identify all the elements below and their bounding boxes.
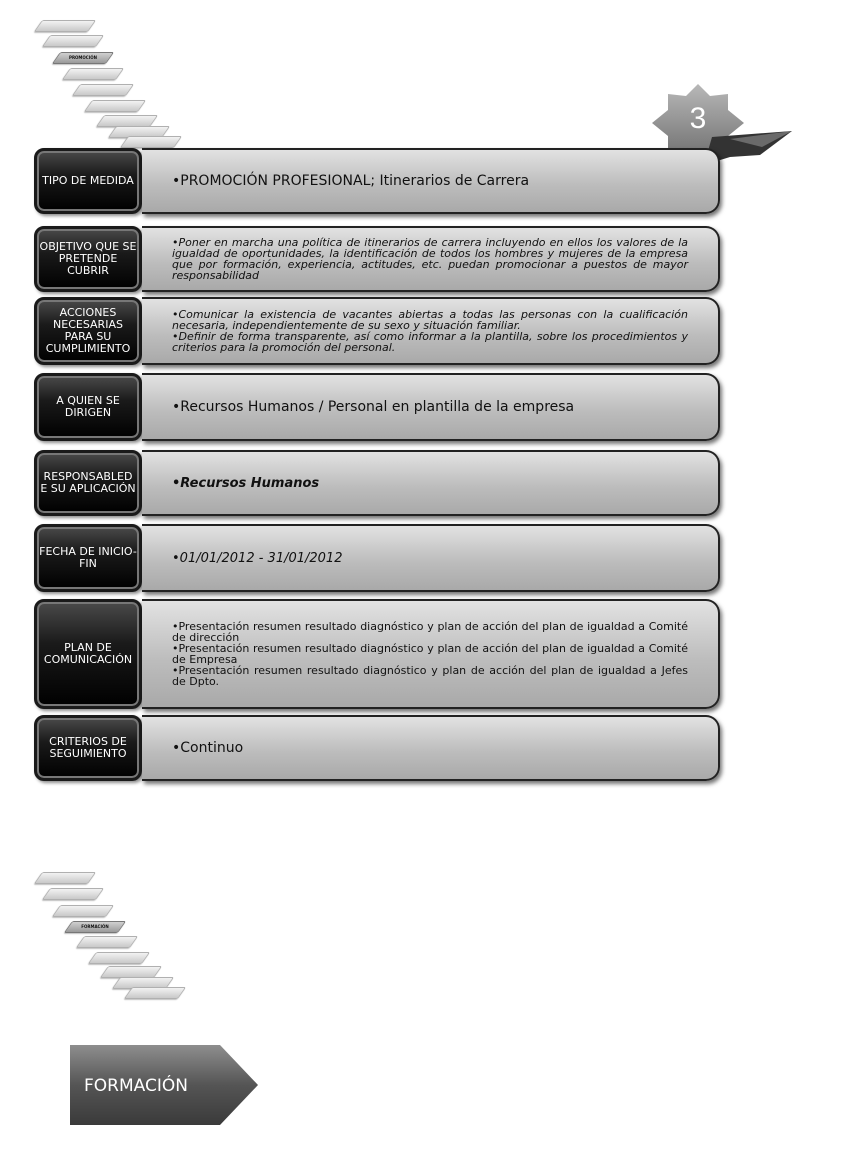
measure-row-responsable — [34, 450, 720, 516]
row-text: •Continuo — [172, 739, 244, 756]
row-text: •Comunicar la existencia de vacantes abiertas a todas las personas con la cualificación necesaria, independientemente de su sexo y situación familiar. — [172, 308, 688, 332]
measure-row-objetivo — [34, 226, 720, 292]
measure-row-fecha — [34, 524, 720, 592]
row-content — [142, 599, 720, 709]
row-content — [142, 148, 720, 214]
row-content — [142, 226, 720, 292]
row-content — [142, 524, 720, 592]
row-text: •Presentación resumen resultado diagnóstico y plan de acción del plan de igualdad a Comité de dirección — [172, 620, 688, 644]
row-label: A QUIEN SE DIRIGEN — [34, 373, 142, 441]
row-text: •Poner en marcha una política de itinerarios de carrera incluyendo en ellos los valores de la igualdad de oportunidades, la identificación de todos los hombres y mujeres de la empresa que por formación, experiencia, actitudes, etc. puedan promocionar a puestos de mayor responsabilidad — [172, 236, 688, 282]
row-text: •Presentación resumen resultado diagnóstico y plan de acción del plan de igualdad a Comité de Empresa — [172, 642, 688, 666]
measure-row-criterios — [34, 715, 720, 781]
row-label: RESPONSABLED E SU APLICACIÓN — [34, 450, 142, 516]
row-text: •Definir de forma transparente, así como informar a la plantilla, sobre los procedimientos y criterios para la promoción del personal. — [172, 330, 688, 354]
row-text: •Presentación resumen resultado diagnóstico y plan de acción del plan de igualdad a Jefes de Dpto. — [172, 664, 688, 688]
row-text: •Recursos Humanos — [172, 475, 320, 491]
stair-step[interactable] — [120, 136, 182, 148]
row-content — [142, 297, 720, 365]
stair-step-active[interactable]: FORMACIÓN — [64, 921, 126, 933]
row-label: FECHA DE INICIO- FIN — [34, 524, 142, 592]
row-label: TIPO DE MEDIDA — [34, 148, 142, 214]
stair-step[interactable] — [34, 872, 96, 884]
row-label: ACCIONES NECESARIAS PARA SU CUMPLIMIENTO — [34, 297, 142, 365]
row-text: •PROMOCIÓN PROFESIONAL; Itinerarios de Carrera — [172, 172, 530, 189]
row-text: •Recursos Humanos / Personal en plantilla de la empresa — [172, 398, 575, 415]
section-number: 3 — [689, 102, 707, 135]
row-text: •01/01/2012 - 31/01/2012 — [172, 550, 343, 566]
measure-row-tipo — [34, 148, 720, 214]
measure-row-quien — [34, 373, 720, 441]
stair-step[interactable] — [42, 35, 104, 47]
stair-step[interactable] — [88, 952, 150, 964]
measure-row-plan — [34, 599, 720, 709]
row-content — [142, 715, 720, 781]
row-label: CRITERIOS DE SEGUIMIENTO — [34, 715, 142, 781]
formacion-label: FORMACIÓN — [84, 1076, 188, 1096]
row-content — [142, 450, 720, 516]
stair-step[interactable] — [52, 905, 114, 917]
stair-step[interactable] — [62, 68, 124, 80]
stair-step[interactable] — [84, 100, 146, 112]
row-label: OBJETIVO QUE SE PRETENDE CUBRIR — [34, 226, 142, 292]
stair-step[interactable] — [72, 84, 134, 96]
measure-row-acciones — [34, 297, 720, 365]
stair-step[interactable] — [124, 987, 186, 999]
row-label: PLAN DE COMUNICACIÓN — [34, 599, 142, 709]
stair-step-active[interactable]: PROMOCIÓN — [52, 52, 114, 64]
row-content — [142, 373, 720, 441]
stair-step[interactable] — [76, 936, 138, 948]
stair-step[interactable] — [34, 20, 96, 32]
stair-step[interactable] — [42, 888, 104, 900]
